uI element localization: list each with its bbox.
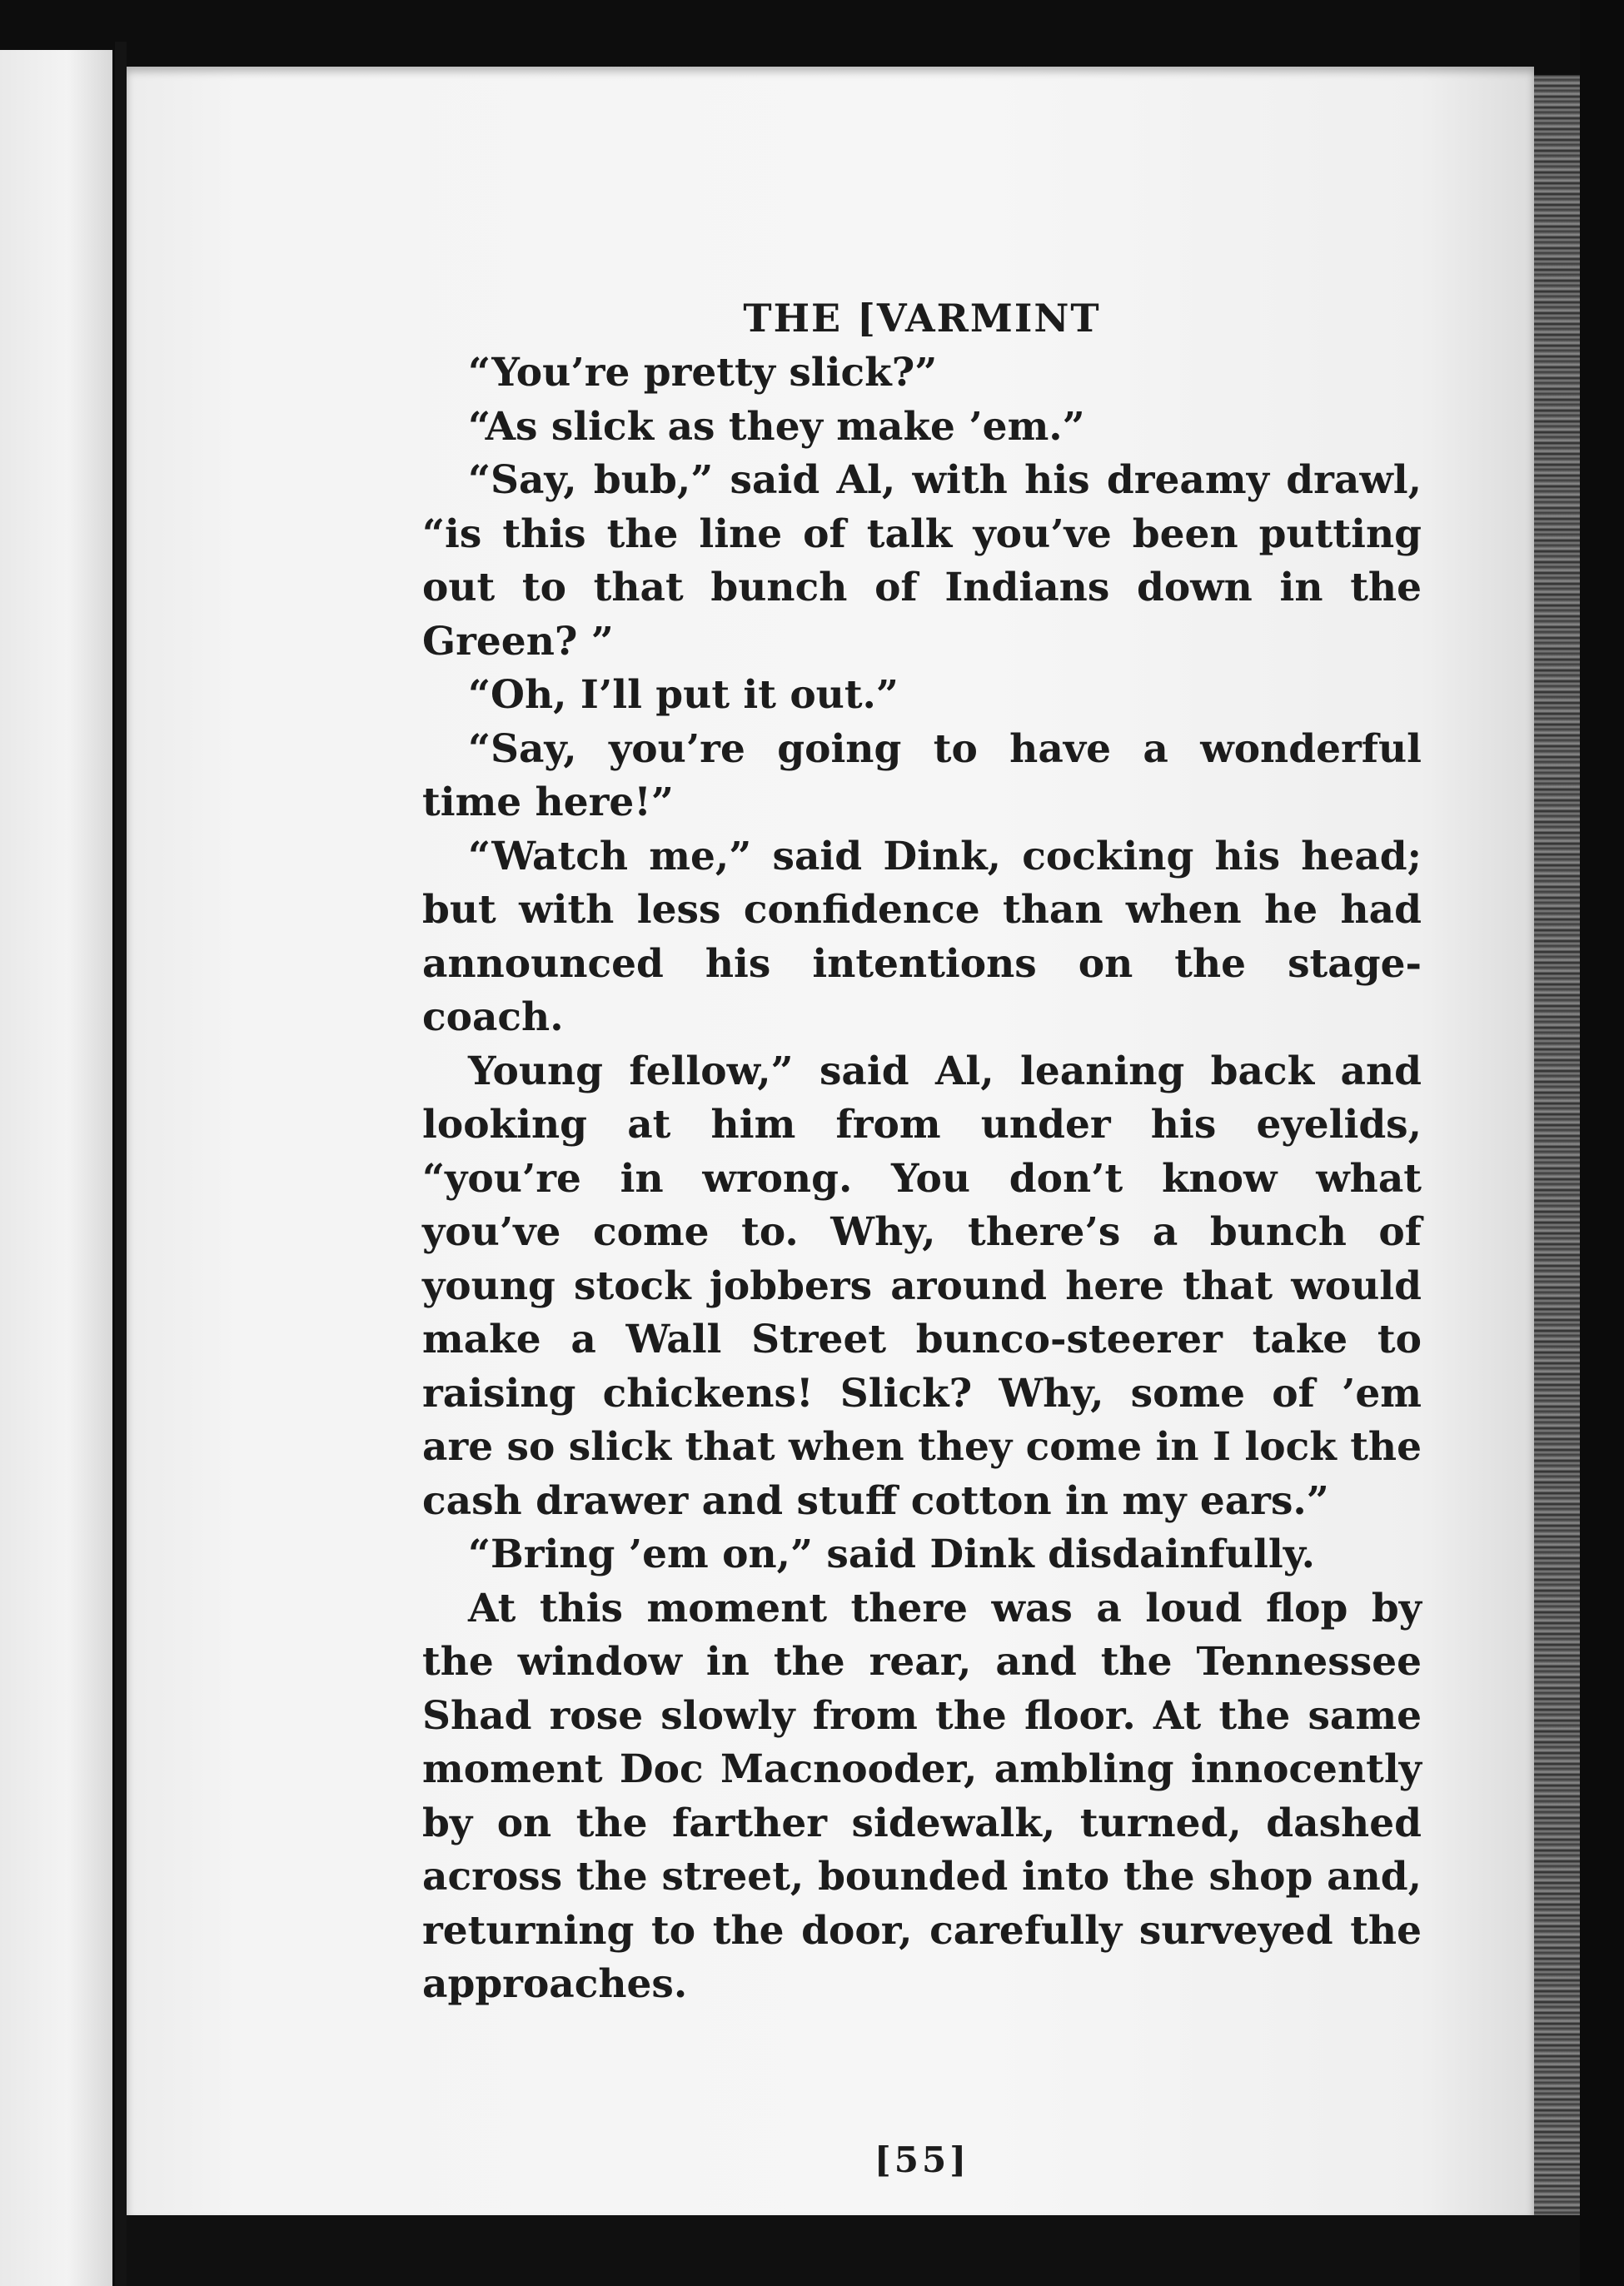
scan-background-bottom [127, 2215, 1580, 2286]
text-block [422, 285, 1422, 2180]
paragraph-2: “As slick as they make ’em.” [468, 403, 1085, 450]
paragraph-3: “Say, bub,” said Al, with his dreamy drawl, “is this the line of talk you’ve been putting out to that bunch of Indians down in the Green? ” [422, 457, 1422, 665]
page-sheet [127, 67, 1534, 2215]
paragraph-1: “You’re pretty slick?” [468, 350, 938, 396]
binding-gutter [115, 42, 127, 2286]
paragraph-6: “Watch me,” said Dink, cocking his head; but with less confidence than when he had announced his intentions on the stage-coach. [422, 833, 1422, 1040]
scan-background-right [1580, 0, 1624, 2286]
paragraph-4: “Oh, I’ll put it out.” [468, 672, 899, 718]
running-head: THE [VARMINT [743, 296, 1101, 341]
paragraph-5: “Say, you’re going to have a wonderful time here!” [422, 725, 1422, 825]
facing-page-edge [0, 50, 112, 2286]
paragraph-8: “Bring ’em on,” said Dink disdainfully. [468, 1531, 1316, 1577]
page-number: [55] [874, 2139, 970, 2180]
paragraph-7: Young fellow,” said Al, leaning back and looking at him from under his eyelids, “you’re in wrong. You don’t know what you’ve come to. Why, there’s a bunch of young stock jobbers around here that would make a Wall Street bunco-steerer take to raising chickens! Slick? Why, some of ’em are so slick that when they come in I lock the cash drawer and stuff cotton in my ears.” [422, 1048, 1422, 1524]
page-fore-edge [1534, 75, 1580, 2224]
paragraph-9: At this moment there was a loud flop by the window in the rear, and the Tennessee Shad rose slowly from the floor. At the same moment Doc Macnooder, ambling innocently by on the farther sidewalk, turned, dashed across the street, bounded into the shop and, returning to the door, carefully surveyed the approaches. [422, 1585, 1422, 2007]
